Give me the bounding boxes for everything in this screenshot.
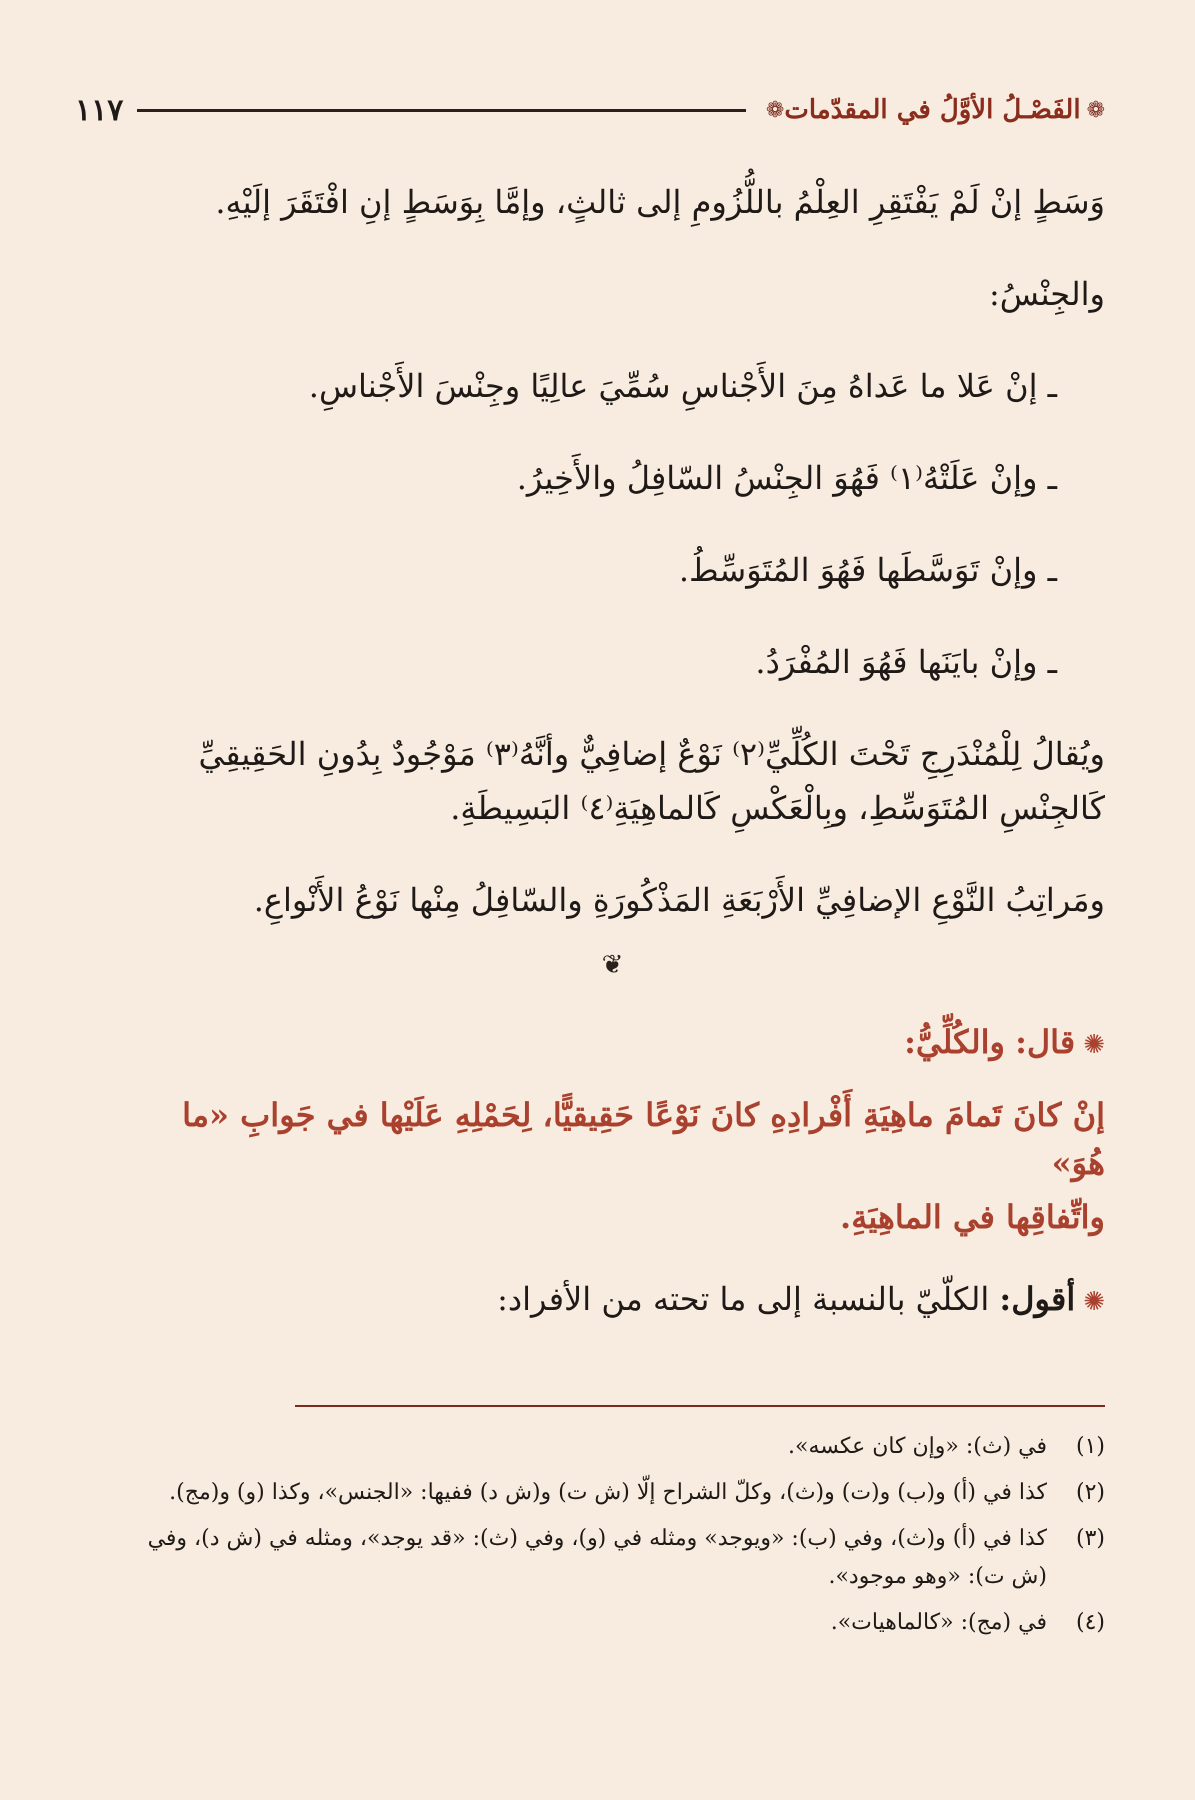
qala-line (120, 1018, 1105, 1069)
footnote-text: في (ث): «وإن كان عكسه». (788, 1434, 1047, 1459)
paragraph: ومَراتِبُ النَّوْعِ الإضافِيِّ الأَرْبَعَةِ المَذْكُورَةِ والسّافِلُ مِنْها نَوْعُ الأَنْواعِ. (253, 881, 1105, 919)
paragraph: كَالجِنْسِ المُتَوَسِّطِ، وبِالْعَكْسِ كَالماهِيَةِ⁽٤⁾ البَسِيطَةِ. (450, 789, 1105, 827)
ornament-icon: ❁ (765, 97, 785, 123)
running-header (75, 88, 1105, 132)
footnote (120, 1474, 1105, 1512)
matn-line: إنْ كانَ تَمامَ ماهِيَةِ أَفْرادِهِ كانَ نَوْعًا حَقِيقيًّا، لِحَمْلِهِ عَلَيْها في جَوابِ «ما هُوَ» (182, 1096, 1105, 1182)
list-item: ـ وإنْ تَوَسَّطَها فَهُوَ المُتَوَسِّطُ. (678, 551, 1057, 589)
chapter-title: الفَصْـلُ الأوَّلُ في المقدّمات (784, 95, 1081, 125)
main-text (120, 178, 1105, 1326)
footnote (120, 1604, 1105, 1642)
footnote-separator (295, 1405, 1105, 1407)
footnotes (120, 1420, 1105, 1642)
aqulu-label: أقول: (999, 1280, 1076, 1318)
footnote-text: في (مج): «كالماهيات». (830, 1610, 1047, 1635)
footnote-number: (٤) (1075, 1610, 1105, 1635)
footnote-number: (١) (1075, 1434, 1105, 1459)
footnote-text: كذا في (أ) و(ب) و(ت) و(ث)، وكلّ الشراح إلّا (ش ت) و(ش د) ففيها: «الجنس»، وكذا (و) و(مج). (169, 1480, 1047, 1505)
footnote (120, 1428, 1105, 1466)
ornament-icon: ❁ (1086, 97, 1105, 123)
footnote-text: كذا في (أ) و(ث)، وفي (ب): «ويوجد» ومثله في (و)، وفي (ث): «قد يوجد»، ومثله في (ش د)، وفي (ش ت): «وهو موجود». (147, 1526, 1047, 1589)
aqulu-text: الكلّيّ بالنسبة إلى ما تحته من الأفراد: (497, 1280, 990, 1318)
list-item: ـ وإنْ بايَنَها فَهُوَ المُفْرَدُ. (755, 643, 1057, 681)
star-bullet-icon: ✺ (1083, 1287, 1105, 1317)
header-rule (137, 109, 746, 112)
qala-text: والكُلِّيُّ: (904, 1023, 1005, 1061)
page-number: ١١٧ (75, 92, 124, 128)
footnote-number: (٣) (1075, 1526, 1105, 1551)
star-bullet-icon: ✺ (1083, 1030, 1105, 1060)
paragraph: وَسَطٍ إنْ لَمْ يَفْتَقِرِ العِلْمُ باللُّزُومِ إلى ثالثٍ، وإمَّا بِوَسَطٍ إنِ افْتَقَرَ إلَيْهِ. (215, 183, 1105, 221)
list-item: ـ وإنْ عَلَتْهُ⁽١⁾ فَهُوَ الجِنْسُ السّافِلُ والأَخِيرُ. (516, 459, 1057, 497)
qala-label: قال: (1015, 1023, 1076, 1061)
aqulu-line (120, 1275, 1105, 1326)
paragraph: والجِنْسُ: (989, 275, 1105, 313)
floral-divider-icon: ❦ (601, 950, 624, 980)
list-item: ـ إنْ عَلا ما عَداهُ مِنَ الأَجْناسِ سُمِّيَ عالِيًا وجِنْسَ الأَجْناسِ. (308, 367, 1057, 405)
paragraph: ويُقالُ لِلْمُنْدَرِجِ تَحْتَ الكُلِّيِّ⁽٢⁾ نَوْعٌ إضافِيٌّ وأنَّهُ⁽٣⁾ مَوْجُودٌ بِدُونِ الحَقِيقِيِّ (198, 735, 1105, 773)
matn-line: واتِّفاقِها في الماهِيَةِ. (840, 1198, 1105, 1236)
footnote-number: (٢) (1075, 1480, 1105, 1505)
footnote (120, 1520, 1105, 1596)
